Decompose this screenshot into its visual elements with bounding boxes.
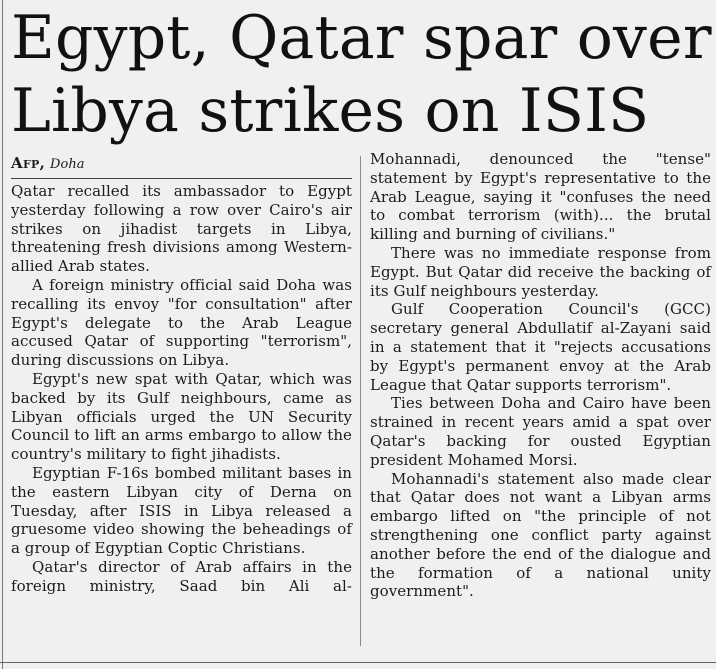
headline [11,2,711,148]
paragraph: Ties between Doha and Cairo have been strained in recent years amid a spat over Qatar's backing for ousted Egyptian president Mohamed Morsi. [370,394,711,469]
article-column-right [370,150,711,601]
paragraph: A foreign ministry official said Doha was recalling its envoy "for consultation" after Egypt's delegate to the Arab League accused Qatar of supporting "terrorism", during discussions on Libya. [11,275,352,370]
byline [11,152,352,179]
paragraph: Mohannadi's statement also made clear that Qatar does not want a Libyan arms embargo lifted on "the principle of not strengthening one conflict party against another before the end of the dialogue and the formation of a national unity government". [370,469,711,601]
paragraph: Qatar recalled its ambassador to Egypt yesterday following a row over Cairo's air strikes on jihadist targets in Libya, threatening fresh divisions among Western-allied Arab states. [11,182,352,276]
paragraph: Egyptian F-16s bombed militant bases in the eastern Libyan city of Derna on Tuesday, after ISIS in Libya released a gruesome video showing the beheadings of a group of Egyptian Coptic Christians. [11,463,352,558]
byline-agency: Afp, [11,154,46,172]
bottom-rule [0,662,716,663]
column-divider [360,156,361,646]
left-margin-rule [2,0,3,669]
headline-line-1: Egypt, Qatar spar over [11,3,712,73]
paragraph: Egypt's new spat with Qatar, which was backed by its Gulf neighbours, came as Libyan officials urged the UN Security Council to lift an arms embargo to allow the country's military to fight jihadists. [11,369,352,464]
headline-line-2: Libya strikes on ISIS [11,76,650,146]
byline-place: Doha [49,157,85,172]
article-column-left [11,152,352,596]
paragraph: Mohannadi, denounced the "tense" statement by Egypt's representative to the Arab League, saying it "confuses the need to combat terrorism (with)... the brutal killing and burning of civilians." [370,150,711,244]
paragraph: Qatar's director of Arab affairs in the foreign ministry, Saad bin Ali al- [11,557,352,595]
paragraph: Gulf Cooperation Council's (GCC) secretary general Abdullatif al-Zayani said in a statement that it "rejects accusations by Egypt's permanent envoy at the Arab League that Qatar supports terrorism". [370,300,711,394]
paragraph: There was no immediate response from Egypt. But Qatar did receive the backing of its Gulf neighbours yesterday. [370,243,711,300]
